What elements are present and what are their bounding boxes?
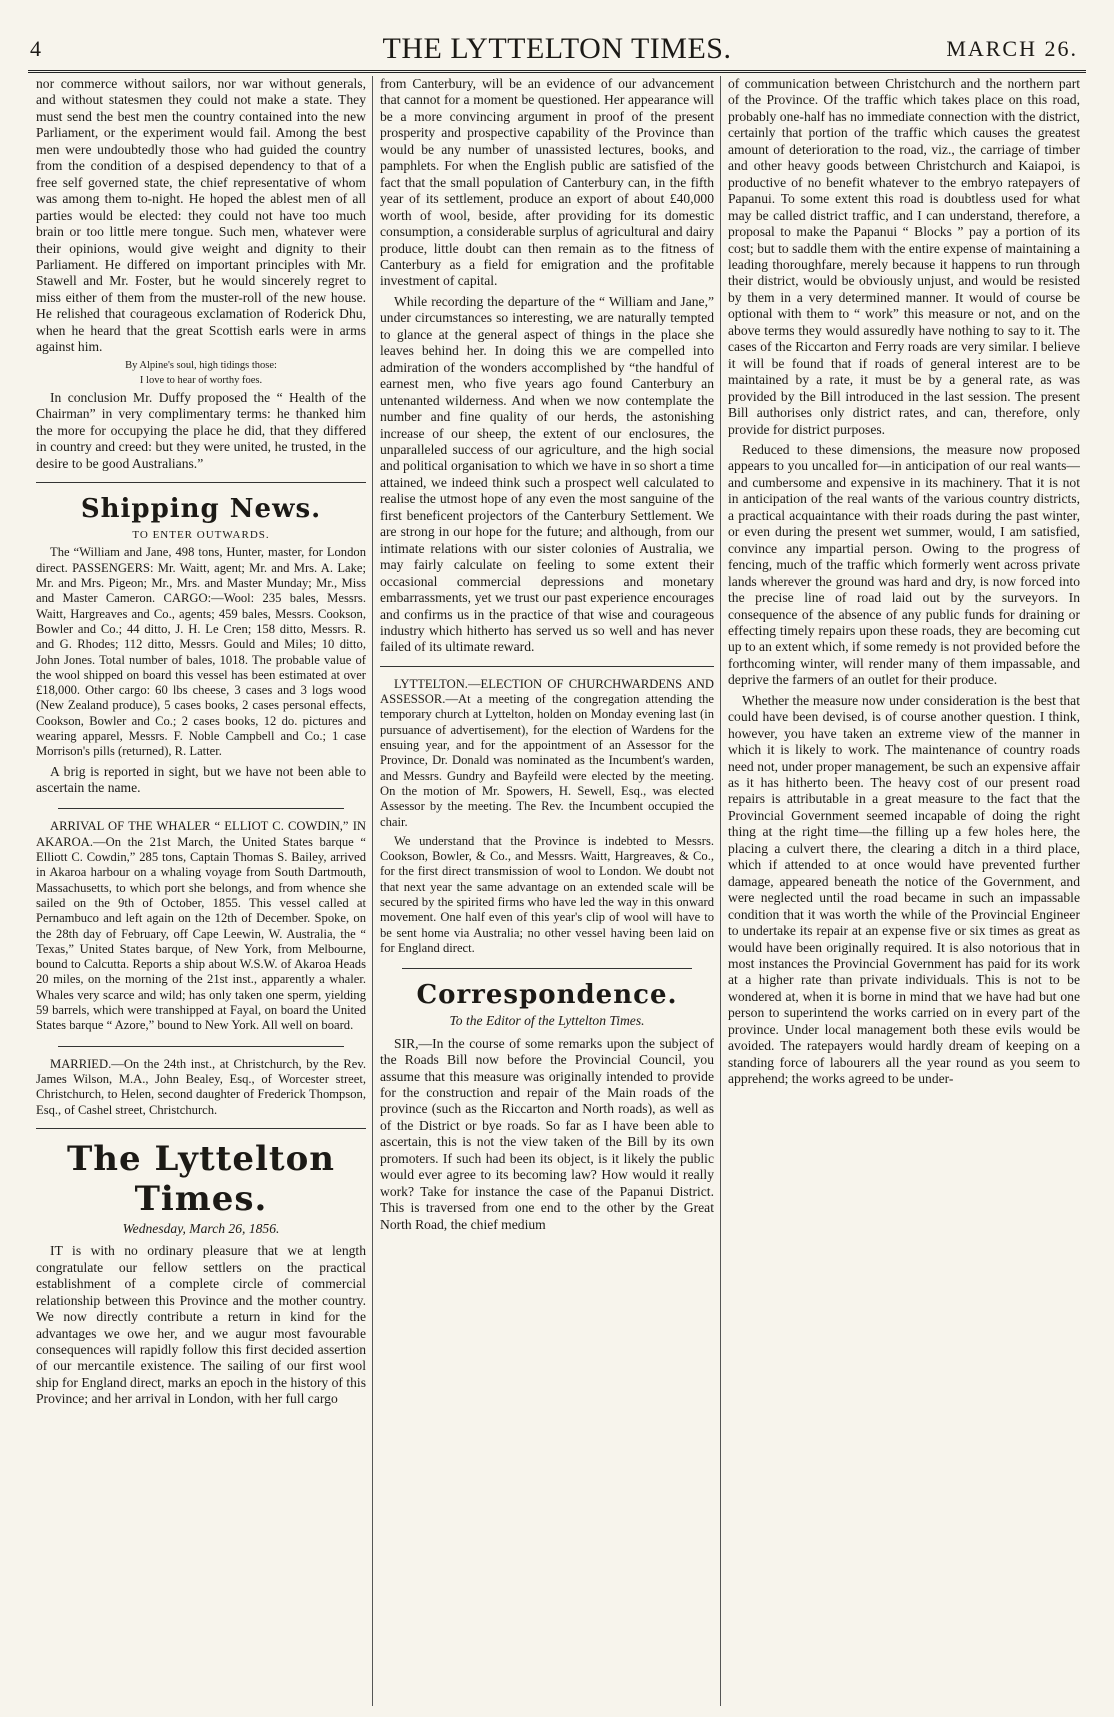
column-3 <box>728 76 1080 1706</box>
shipping-paragraph: The “William and Jane, 498 tons, Hunter, master, for London direct. PASSENGERS: Mr. Waitt, agent; Mr. and Mrs. A. Lake; Mr. and Mrs. Pigeon; Mr., Mrs. and Master Munday; Mr., Miss and Master Cameron. CARGO:—Wool: 235 bales, Messrs. Waitt, Hargreaves and Co., agents; 459 bales, Messrs. Cookson, Bowler and Co.; 44 ditto, J. H. Le Cren; 158 ditto, Messrs. R. and G. Rhodes; 112 ditto, Messrs. Gould and Miles; 10 ditto, John Jones. Total number of bales, 1018. The probable value of the wool shipped on board this vessel has been estimated at over £18,000. Other cargo: 60 lbs cheese, 3 cases and 3 logs wood (New Zealand produce), 5 cases books, 2 cases personal effects, Cookson, Bowler and Co.; 2 cases books, 12 do. pictures and wearing apparel, Messrs. F. Noble Campbell and Co.; 1 case Morrison's pills (returned), R. Latter. <box>36 545 366 759</box>
section-rule <box>36 1128 366 1129</box>
section-rule <box>380 666 714 667</box>
speech-conclusion: In conclusion Mr. Duffy proposed the “ Health of the Chairman” in very complimentary terms: he thanked him the more for occupying the place he did, that they differed in country and creed: but they were united, he trusted, in the desire to be good Australians.” <box>36 389 366 471</box>
column-2 <box>380 76 714 1706</box>
letter-paragraph: Reduced to these dimensions, the measure now proposed appears to you uncalled for—in anticipation of our real wants—and cumbersome and expensive in its machinery. That it is not in anticipation of the real wants of the various country districts, a practical acquaintance with their roads during the past winter, or even during the present wet summer, would, I am satisfied, convince any impartial person. Owing to the progress of fencing, much of the traffic which formerly went across private lands wherever the ground was hard and dry, is now forced into the precise line of road laid out by the surveyors. In consequence of the absence of any public funds for draining or effecting timely repairs upon these roads, they are becoming cut up to an extent which, if some remedy is not provided before the forthcoming winter, will render many of them impassable, and deprive the farmers of an outlet for their produce. <box>728 441 1080 688</box>
shipping-subheading: TO ENTER OUTWARDS. <box>132 528 270 541</box>
section-rule <box>58 1046 344 1047</box>
masthead <box>30 30 1084 70</box>
brig-paragraph: A brig is reported in sight, but we have not been able to ascertain the name. <box>36 763 366 796</box>
section-rule <box>36 482 366 483</box>
letter-paragraph: of communication between Christchurch and the northern part of the Province. Of the traffic which takes place on this road, probably one-half has no immediate connection with the district, certainly that portion of the traffic which causes the greatest amount of deterioration to the road, viz., the carriage of timber and other heavy goods between Christchurch and Kaiapoi, is productive of no benefit whatever to the embryo ratepayers of Papanui. To some extent this road is doubtless used for what may be called district traffic, and I can understand, therefore, a proposal to make the Papanui “ Blocks ” pay a portion of its cost; but to saddle them with the entire expense of maintaining a leading thoroughfare, merely because it happens to run through their district, would be obviously unjust, and would be resisted by them in a very determined manner. It would of course be optional with them to “ work” this measure or not, and on the above terms they would assuredly have nothing to say to it. The cases of the Riccarton and Ferry roads are very similar. I believe it will be found that if roads of general interest are to be maintained by a rate, it must be by a general rate, as was provided by the Bill introduced in the last session. The present Bill authorises only district rates, and can, therefore, only provide for district purposes. <box>728 76 1080 437</box>
leader-paragraph: from Canterbury, will be an evidence of our advancement that cannot for a moment be questioned. Her appearance will be a more convincing argument in proof of the present prosperity and prospective capability of the Province than would be any number of unassisted lectures, books, and pamphlets. For when the English public are satisfied of the fact that the small population of Canterbury can, in the fifth year of its settlement, produce an export of about £40,000 worth of wool, beside, after providing for its domestic consumption, a considerable surplus of agricultural and dairy produce, little doubt can then remain as to the fitness of Canterbury as a field for emigration and the profitable investment of capital. <box>380 76 714 289</box>
verse-line: I love to hear of worthy foes. <box>139 374 263 386</box>
page-number: 4 <box>30 36 41 61</box>
leader-paragraph: While recording the departure of the “ William and Jane,” under circumstances so interesting, we are naturally tempted to glance at the general aspect of things in the place she leaves behind her. In doing this we are compelled into admiration of the wonders accomplished by “the handful of earnest men, who five years ago found Canterbury an untenanted wilderness. And when we now contemplate the number and fine quality of our herds, the astonishing increase of our sheep, the extent of our enclosures, the unparalleled success of our agriculture, and the high social and political organisation to which we have in so short a time attained, we indeed think such a prospect well calculated to realise the utmost hope of any even the most sanguine of the first beneficent projectors of the Canterbury Settlement. We are strong in our hope for the future; and although, from our intimate relations with our sister colonies of Australia, we may fairly calculate on feeling to some extent their occasional commercial depressions and monetary embarrassments, yet we trust our past experience encourages and confirms us in the practice of that wise and courageous industry which hitherto has served us so well and has never failed of its ultimate reward. <box>380 293 714 655</box>
section-rule <box>402 968 692 969</box>
speech-paragraph: nor commerce without sailors, nor war without generals, and without statesmen they could not make a state. They must send the best men the country contained into the new Parliament, or the experiment would fail. Among the best men were undoubtedly those who had guided the country from the condition of a despised dependency to that of a free self governed state, the chief representative of whom was among them to-night. He hoped the ablest men of all parties would be elected: they could not have too much brain or too little mere tongue. Such men, whatever were their opinions, would give weight and dignity to their Parliament. He differed on important principles with Mr. Stawell and Mr. Foster, but he would sincerely regret to miss either of them from the muster-roll of the new house. He relished that courageous exclamation of Roderick Dhu, when he heard that the great Scottish earls were in arms against him. <box>36 76 366 355</box>
column-divider <box>720 76 721 1706</box>
leader-heading: The Lyttelton Times. <box>67 1138 335 1219</box>
married-notice: MARRIED.—On the 24th inst., at Christchurch, by the Rev. James Wilson, M.A., John Bealey, Esq., of Worcester street, Christchurch, to Helen, second daughter of Frederick Thompson, Esq., of Cashel street, Christchurch. <box>36 1056 366 1117</box>
column-1 <box>36 76 366 1706</box>
issue-date: MARCH 26. <box>946 36 1078 61</box>
election-paragraph: LYTTELTON.—ELECTION OF CHURCHWARDENS AND ASSESSOR.—At a meeting of the congregation attending the temporary church at Lyttelton, holden on Monday evening last (in pursuance of advertisement), for the election of Wardens for the ensuing year, and for the appointment of an Assessor for the Province, Dr. Donald was nominated as the Incumbent's warden, and Messrs. Gundry and Bayfeild were elected by the meeting. On the motion of Mr. Spowers, H. Sewell, Esq., was elected Assessor by the meeting. The Rev. the Incumbent occupied the chair. <box>380 676 714 829</box>
correspondence-heading: Correspondence. <box>416 980 678 1011</box>
whaler-paragraph: ARRIVAL OF THE WHALER “ ELLIOT C. COWDIN,” IN AKAROA.—On the 21st March, the United States barque “ Elliott C. Cowdin,” 285 tons, Captain Thomas S. Bailey, arrived in Akaroa harbour on a whaling voyage from South Dartmouth, Massachusetts, to which port she belongs, and from whence she sailed on the 9th of October, 1855. This vessel called at Pernambuco and left again on the 12th of December. Spoke, on the 28th day of February, off Cape Leewin, W. Australia, the “ Texas,” United States barque, of New York, from Melbourne, bound to Calcutta. Reports a ship about W.S.W. of Akaroa Heads 20 miles, on the morning of the 21st inst., apparently a whaler. Whales very scarce and wild; has only taken one sperm, yielding 59 barrels, which were transhipped at Fayal, on board the United States barque “ Azore,” bound to New York. All well on board. <box>36 819 366 1033</box>
shipping-news-heading: Shipping News. <box>80 493 322 524</box>
section-rule <box>58 808 344 809</box>
leader-paragraph: IT is with no ordinary pleasure that we at length congratulate our fellow settlers on the practical establishment of a complete circle of commercial relationship between this Province and the mother country. We now directly contribute a return in kind for the advantages we owe her, and we augur most favourable consequences will rapidly follow this first decided assertion of our mercantile existence. The sailing of our first wool ship for England direct, marks an epoch in the history of this Province; and her arrival in London, with her full cargo <box>36 1243 366 1407</box>
wool-transmission-paragraph: We understand that the Province is indebted to Messrs. Cookson, Bowler, & Co., and Messrs. Waitt, Hargreaves, & Co., for the first direct transmission of wool to London. We doubt not that next year the same advantage on an extended scale will be secured by the spirited firms who have led the way in this onward movement. One half even of this year's clip of wool will have to be sent home via Australia; no other vessel having been laid on for England direct. <box>380 833 714 955</box>
verse-line: By Alpine's soul, high tidings those: <box>125 359 277 371</box>
column-divider <box>372 76 373 1706</box>
leader-dateline: Wednesday, March 26, 1856. <box>122 1220 280 1236</box>
letter-paragraph: SIR,—In the course of some remarks upon the subject of the Roads Bill now before the Provincial Council, you assume that this measure was originally intended to provide for the construction and repair of the Main roads of the province (such as the Riccarton and North roads), as well as of the District or bye roads. So far as I have been able to ascertain, this is not the view taken of the Bill by its own promoters. If such had been its object, is it likely the public would ever agree to its becoming law? How would it really work? Take for instance the case of the Papanui District. This is traversed from one end to the other by the Great North Road, the chief medium <box>380 1035 714 1232</box>
correspondence-addressee: To the Editor of the Lyttelton Times. <box>449 1013 645 1029</box>
masthead-rule <box>28 70 1086 73</box>
newspaper-title: THE LYTTELTON TIMES. <box>382 32 732 65</box>
letter-paragraph: Whether the measure now under consideration is the best that could have been devised, is of course another question. I think, however, you have taken an extreme view of the manner in which it is likely to work. The maintenance of country roads need not, under proper management, be such an expensive affair as it has hitherto been. The heavy cost of our present road repairs is attributable in a great measure to the fact that the Provincial Government seemed incapable of doing the right thing at the right time—the filling up a few holes here, the placing a culvert there, the clearing a ditch in a third place, which if attended to at once would have prevented further damage, appeared beneath the notice of the Government, and were neglected until the road became in such an impassable condition that it was worth the while of the Provincial Engineer to undertake its repair at an expense five or six times as great as would have been originally required. It is also notorious that in most instances the Provincial Government has paid for its work at a higher rate than private individuals. This is not to be wondered at, when it is borne in mind that we have had but one person to superintend the works carried on in every part of the province. Under local management both these evils would be avoided. The ratepayers would hardly dream of keeping on a standing force of labourers all the year round as you seem to apprehend; the works agreed to be under- <box>728 692 1080 1087</box>
